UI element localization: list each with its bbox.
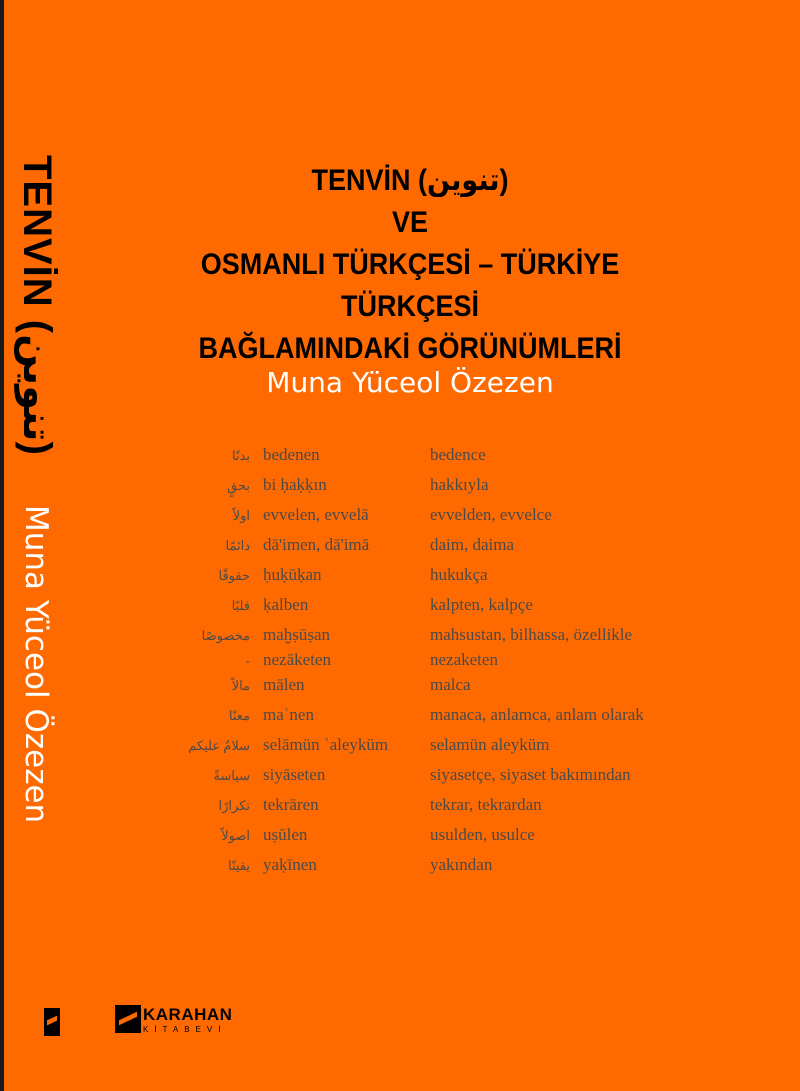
ottoman-word: uṣūlen bbox=[263, 825, 308, 844]
cover-title bbox=[100, 160, 720, 370]
turkish-word: siyasetçe, siyaset bakımından bbox=[430, 765, 631, 784]
turkish-word: usulden, usulce bbox=[430, 825, 535, 844]
title-line-4: BAĞLAMINDAKİ GÖRÜNÜMLERİ bbox=[198, 332, 622, 365]
ottoman-word: selāmün ʿaleyküm bbox=[263, 735, 389, 754]
spine-publisher-logo bbox=[44, 1008, 60, 1036]
publisher-mark-icon bbox=[115, 1005, 141, 1033]
arabic-word: بدنًا bbox=[231, 448, 250, 463]
publisher-logo bbox=[115, 1005, 245, 1037]
ottoman-word: ḥuḳūḳan bbox=[263, 565, 322, 584]
title-line-1: TENVİN (تنوين) bbox=[311, 164, 509, 197]
spine-author: Muna Yüceol Özezen bbox=[18, 505, 54, 824]
title-line-2: VE bbox=[391, 206, 429, 239]
ottoman-word: nezāketen bbox=[263, 650, 331, 669]
arabic-word: مالاً bbox=[231, 678, 250, 693]
ottoman-word: dā'imen, dā'imā bbox=[263, 535, 370, 554]
publisher-subtitle: KİTABEVİ bbox=[143, 1025, 227, 1034]
turkish-word: kalpten, kalpçe bbox=[430, 595, 533, 614]
arabic-word: دائمًا bbox=[225, 538, 250, 553]
turkish-word: selamün aleyküm bbox=[430, 735, 550, 754]
ottoman-word: mālen bbox=[263, 675, 305, 694]
ottoman-word: evvelen, evvelā bbox=[263, 505, 369, 524]
arabic-word: سلامٌ عليكم bbox=[188, 738, 250, 753]
arabic-word: يقينًا bbox=[227, 858, 250, 873]
arabic-word: قلبًا bbox=[231, 598, 250, 613]
turkish-word: daim, daima bbox=[430, 535, 515, 554]
turkish-word: bedence bbox=[430, 445, 486, 464]
title-line-3: OSMANLI TÜRKÇESİ – TÜRKİYE TÜRKÇESİ bbox=[200, 248, 620, 323]
arabic-word: تكرارًا bbox=[218, 798, 250, 813]
turkish-word: manaca, anlamca, anlam olarak bbox=[430, 705, 644, 724]
publisher-name: KARAHAN bbox=[143, 1005, 233, 1024]
turkish-word: yakından bbox=[430, 855, 493, 874]
ottoman-word: ḳalben bbox=[263, 595, 309, 614]
spine-edge bbox=[0, 0, 4, 1091]
spine-title: TENVİN (تنوين) bbox=[15, 155, 59, 456]
turkish-word: hukukça bbox=[430, 565, 488, 584]
ottoman-word: maʿnen bbox=[263, 705, 314, 724]
turkish-word: mahsustan, bilhassa, özellikle bbox=[430, 625, 633, 644]
ottoman-word: tekrāren bbox=[263, 795, 319, 814]
ottoman-word: bi ḥaḳḳın bbox=[263, 475, 327, 494]
cover-author: Muna Yüceol Özezen bbox=[266, 366, 554, 399]
turkish-word: hakkıyla bbox=[430, 475, 489, 494]
turkish-word: evvelden, evvelce bbox=[430, 505, 552, 524]
ottoman-word: siyāseten bbox=[263, 765, 326, 784]
turkish-word: tekrar, tekrardan bbox=[430, 795, 542, 814]
arabic-word: معنًا bbox=[228, 708, 250, 723]
ottoman-word: bedenen bbox=[263, 445, 320, 464]
ottoman-word: yaḳīnen bbox=[263, 855, 317, 874]
turkish-word: malca bbox=[430, 675, 471, 694]
arabic-word: اصولاً bbox=[221, 828, 250, 843]
arabic-word: - bbox=[245, 653, 250, 668]
arabic-word: حقوقًا bbox=[218, 568, 250, 583]
ottoman-word: maḫṣūṣan bbox=[263, 625, 331, 644]
arabic-word: مخصوصًا bbox=[201, 628, 250, 643]
turkish-word: nezaketen bbox=[430, 650, 498, 669]
arabic-word: سياسةً bbox=[213, 768, 250, 783]
arabic-word: اولاً bbox=[232, 508, 250, 523]
arabic-word: بحقٍ bbox=[227, 478, 250, 493]
